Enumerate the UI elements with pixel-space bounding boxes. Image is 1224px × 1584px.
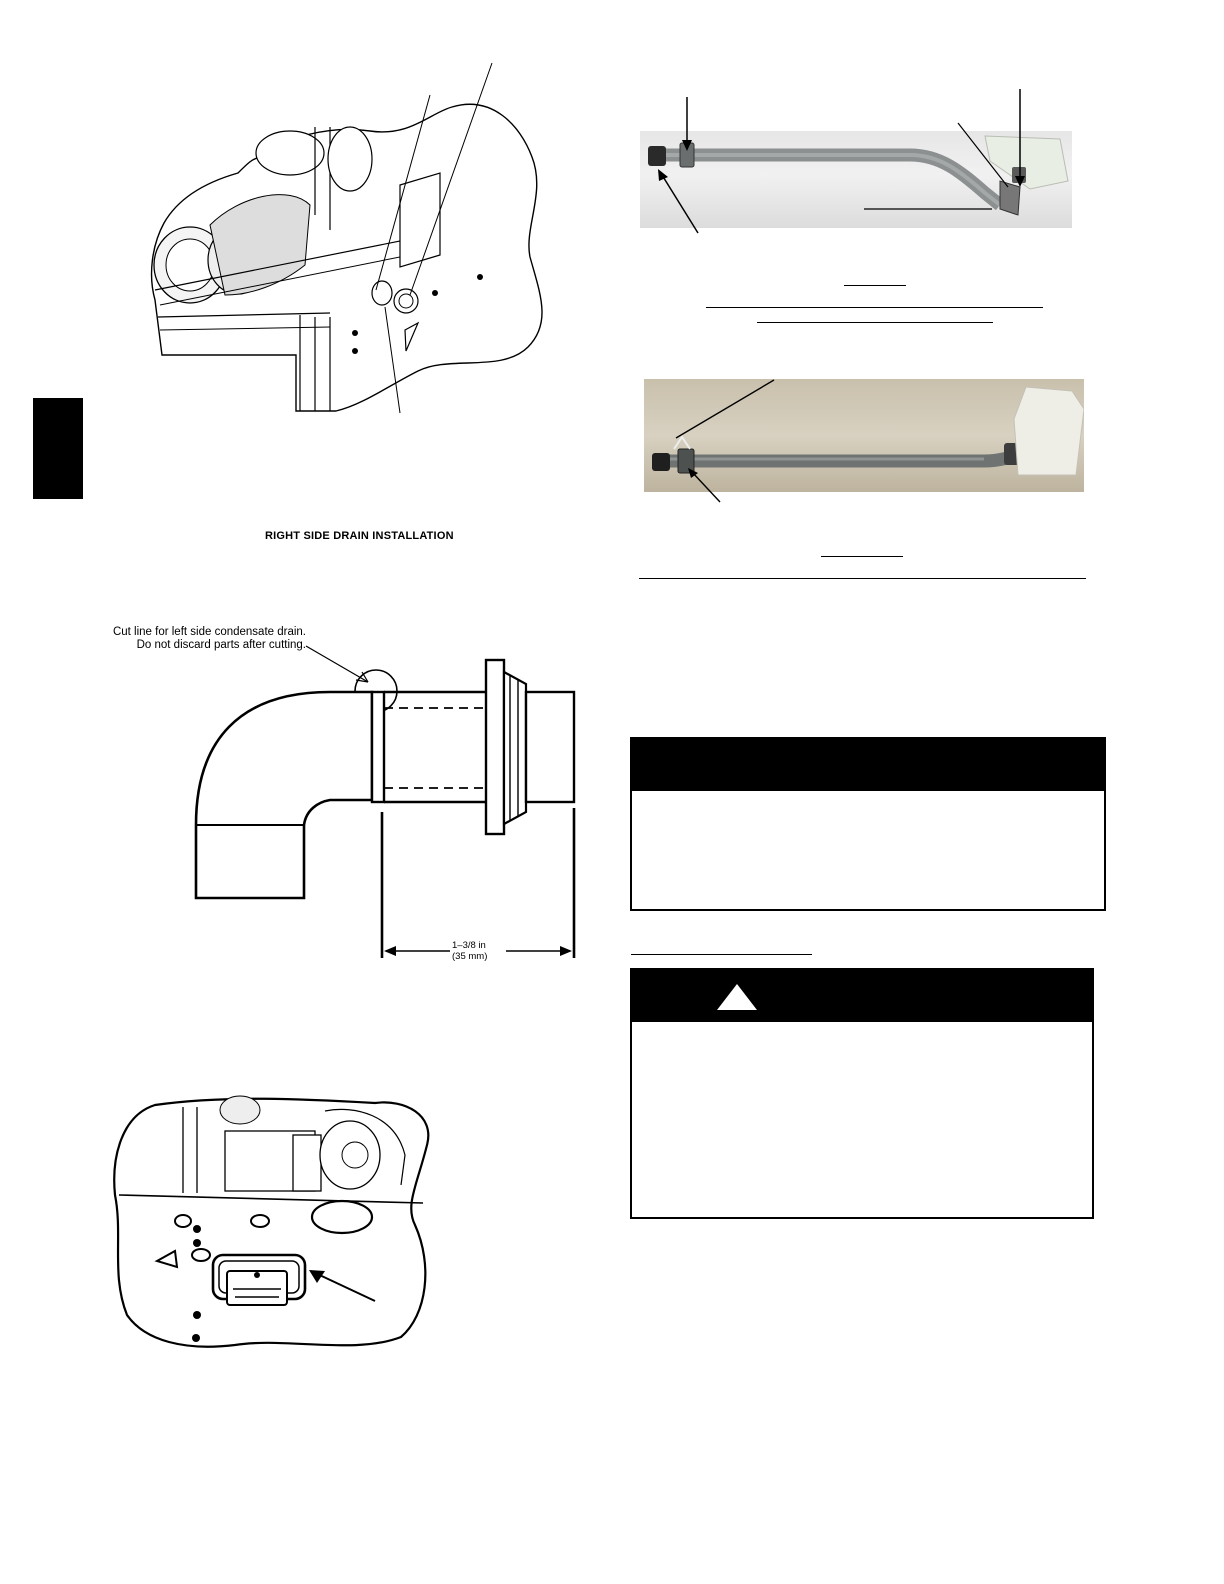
warning-box	[630, 968, 1094, 1219]
right-side-drain-drawing	[100, 55, 580, 425]
drain-elbow-cut-drawing	[180, 640, 590, 970]
cut-dimension-mm: (35 mm)	[452, 951, 488, 962]
cut-dimension-inches: 1–3/8 in	[452, 940, 486, 951]
figure-label-underline-1	[844, 285, 906, 286]
cut-line-note-line1: Cut line for left side condensate drain.	[112, 626, 306, 638]
notice-box	[630, 737, 1106, 911]
right-side-drain-caption: RIGHT SIDE DRAIN INSTALLATION	[265, 530, 454, 542]
figure-title-underline-1b	[757, 322, 993, 323]
cut-line-note-line2: Do not discard parts after cutting.	[136, 639, 306, 651]
warning-header-band	[632, 970, 1092, 1022]
section-side-tab	[33, 398, 83, 499]
figure-label-underline-2	[821, 556, 903, 557]
photo-1-callouts	[640, 85, 1080, 240]
section-heading-underline	[631, 954, 812, 955]
notice-header-band	[632, 739, 1104, 791]
figure-title-underline-1a	[706, 307, 1043, 308]
cut-dimension-label	[452, 940, 487, 962]
figure-title-underline-2	[639, 578, 1086, 579]
bottom-drain-drawing	[105, 1075, 445, 1355]
photo-2-callouts	[640, 376, 840, 506]
warning-triangle-icon	[717, 984, 757, 1010]
